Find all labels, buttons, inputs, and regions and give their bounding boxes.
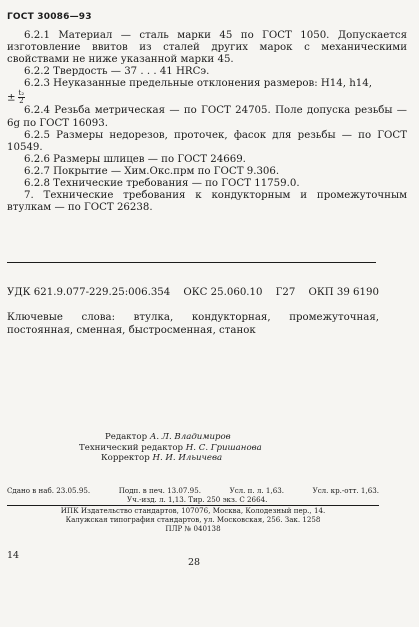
group-code: Г27 [275,287,296,298]
tech-editor-name: Н. С. Гришанова [185,442,262,453]
tolerance-fraction [18,90,26,105]
page-number-center: 28 [188,557,201,568]
classification-codes [7,287,379,299]
udk-code: УДК 621.9.077-229.25:006.354 [7,287,171,298]
tech-editor-label: Технический редактор [79,442,184,453]
imprint-line-3: ИПК Издательство стандартов, 107076, Москва, Колодезный пер., 14. [7,505,379,516]
fraction-denominator: 2 [19,97,24,106]
clause-6-2-3: 6.2.3 Неуказанные предельные отклонения размеров: H14, h14, [24,78,372,90]
okp-code: ОКП 39 6190 [308,287,379,298]
editorial-credits [0,432,419,464]
page-number-left: 14 [7,550,20,561]
corrector-label: Корректор [101,453,150,464]
standard-code-header: ГОСТ 30086—93 [7,12,92,22]
editor-label: Редактор [105,432,148,442]
editor-line [0,432,419,443]
clause-6-2-7: 6.2.7 Покрытие — Хим.Окс.прм по ГОСТ 9.306. [24,165,280,177]
clause-6-2-6: 6.2.6 Размеры шлицев — по ГОСТ 24669. [24,153,246,165]
oks-code: ОКС 25.060.10 [183,287,263,298]
imprint-signed: Подп. в печ. 13.07.95. [118,486,201,495]
imprint-line-4: Калужская типография стандартов, ул. Московская, 256. Зак. 1258 [65,515,321,525]
clause-6-2-5: 6.2.5 Размеры недорезов, проточек, фасок для резьбы — по ГОСТ 10549. [7,129,407,153]
section-divider [7,262,376,263]
fraction-numerator: t₂ [18,89,25,98]
corrector-name: Н. И. Ильичева [152,453,223,464]
requirements-section [7,30,407,214]
clause-6-2-2: 6.2.2 Твердость — 37 . . . 41 HRCэ. [24,66,210,78]
clause-7: 7. Технические требования к кондукторным и промежуточным втулкам — по ГОСТ 26238. [7,190,407,214]
clause-6-2-3-tolerance [7,90,407,105]
print-imprint [7,487,379,534]
clause-6-2-8: 6.2.8 Технические требования — по ГОСТ 11759.0. [24,178,300,190]
corrector-line [0,453,419,464]
keywords: Ключевые слова: втулка, кондукторная, промежуточная, постоянная, сменная, быстросменная, станок [7,312,379,336]
imprint-sheets: Усл. п. л. 1,63. [229,486,284,495]
clause-6-2-1: 6.2.1 Материал — сталь марки 45 по ГОСТ 1050. Допускается изготовление ввитов из сталей других марок с механическими свойствами не ниже указанной марки 45. [7,30,407,66]
editor-name: А. Л. Владимиров [149,432,231,442]
tech-editor-line [0,443,419,454]
imprint-line-2: Уч.-изд. л. 1,13. Тир. 250 экз. С 2664. [127,494,268,504]
clause-6-2-4: 6.2.4 Резьба метрическая — по ГОСТ 24705. Поле допуска резьбы — 6g по ГОСТ 16093. [7,105,407,129]
imprint-print-sheets: Усл. кр.-отт. 1,63. [312,486,379,495]
imprint-line-5: ПЛР № 040138 [165,523,221,533]
plus-minus-sign: ± [7,92,16,104]
imprint-submitted: Сдано в наб. 23.05.95. [7,486,91,495]
